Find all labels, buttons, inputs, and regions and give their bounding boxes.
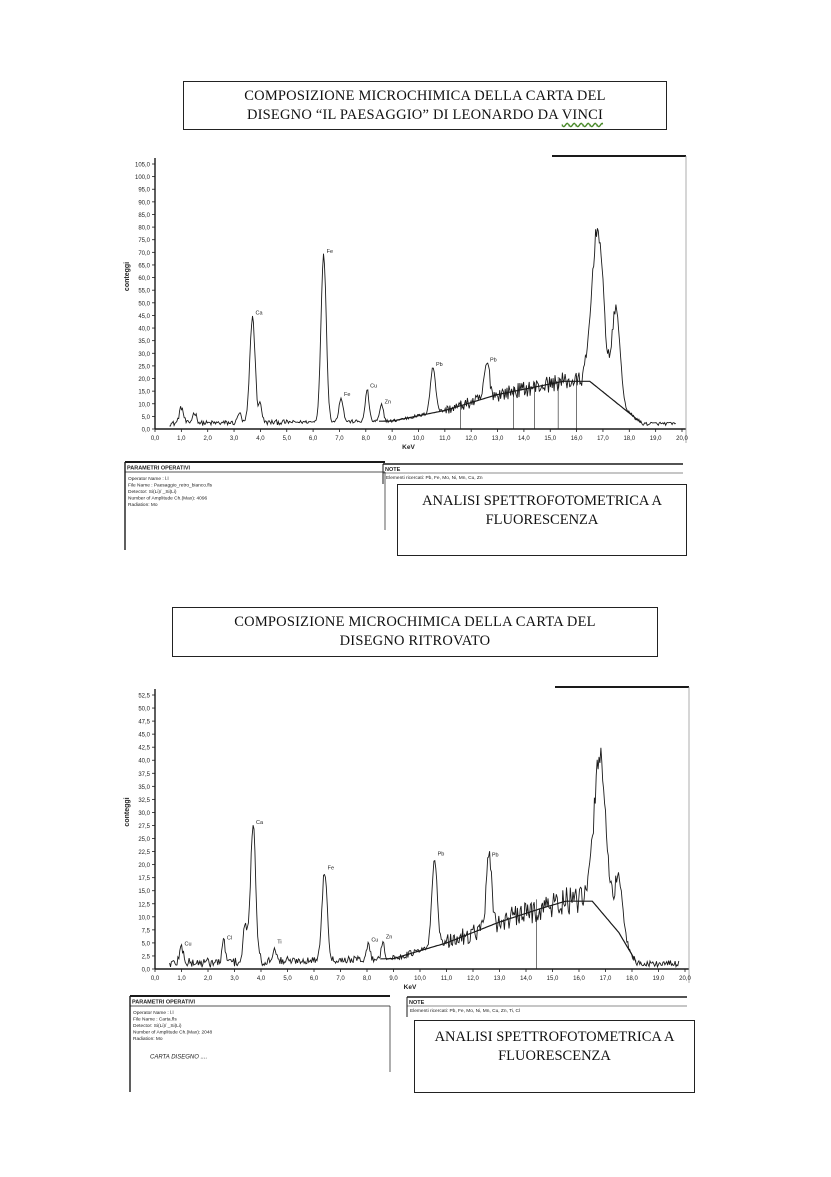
- x-tick-label: 15,0: [546, 976, 559, 982]
- peak-label: Cl: [226, 935, 233, 942]
- param-box-line: Radiation: Mo: [128, 503, 158, 508]
- x-tick-label: 8,0: [362, 976, 372, 982]
- param-box-line: Operator Name : l.l: [133, 1011, 174, 1016]
- y-tick-label: 15,0: [138, 389, 150, 396]
- peak-label: Ca: [255, 310, 263, 317]
- peak-label: Pb: [491, 852, 499, 859]
- peak-label: Pb: [437, 851, 445, 858]
- analysis-line: SPETTROFOTOMETRICA: [483, 493, 649, 509]
- x-tick-label: 14,0: [520, 976, 532, 982]
- y-tick-label: 55,0: [138, 288, 150, 295]
- x-tick-label: 11,0: [439, 436, 451, 442]
- x-tick-label: 12,0: [465, 436, 478, 442]
- x-tick-label: 9,0: [387, 436, 397, 442]
- y-tick-label: 0,0: [141, 967, 150, 974]
- peak-label: Pb: [490, 357, 497, 364]
- analysis-line: A FLUORESCENZA: [498, 1029, 675, 1064]
- y-tick-label: 20,0: [138, 863, 150, 870]
- y-tick-label: 2,5: [141, 954, 150, 961]
- x-tick-label: 12,0: [467, 976, 479, 982]
- title-line: COMPOSIZIONE MICROCHIMICA DELLA CARTA DEL: [234, 614, 596, 630]
- y-tick-label: 10,0: [138, 915, 150, 922]
- analysis-label-1: [397, 484, 687, 556]
- background-curve: [379, 381, 641, 422]
- y-tick-label: 75,0: [138, 238, 150, 245]
- y-tick-label: 27,5: [138, 823, 150, 830]
- y-tick-label: 50,0: [138, 706, 150, 713]
- note-box-line: Elementi ricercati: Pb, Fe, Mo, Ni, Mn, Cu, Zn: [386, 476, 483, 481]
- note-box-line: Elementi ricercati: Pb, Fe, Mo, Ni, Mn, Cu, Zn, Ti, Cl: [410, 1009, 521, 1014]
- param-box-line: Number of Amplitude Ch.(Max): 4096: [128, 496, 208, 502]
- y-tick-label: 70,0: [138, 250, 150, 257]
- chart-title-ritrovato: [172, 607, 658, 657]
- analysis-line: SPETTROFOTOMETRICA: [496, 1029, 662, 1045]
- x-tick-label: 11,0: [440, 976, 453, 982]
- param-box-line: Operator Name : l.l: [128, 477, 169, 482]
- x-tick-label: 19,0: [652, 976, 665, 982]
- title-line-part: DISEGNO “IL PAESAGGIO” DI LEONARDO DA: [246, 107, 562, 123]
- y-tick-label: 30,0: [138, 810, 150, 817]
- y-tick-label: 22,5: [138, 850, 150, 857]
- note-box-heading: NOTE: [409, 1000, 425, 1006]
- x-tick-label: 5,0: [283, 976, 292, 982]
- param-box-line: Radiation: Mo: [133, 1037, 163, 1042]
- x-tick-label: 19,0: [649, 436, 662, 442]
- x-tick-label: 10,0: [414, 976, 426, 982]
- x-tick-label: 7,0: [335, 436, 344, 442]
- y-tick-label: 7,5: [141, 928, 150, 935]
- y-tick-label: 25,0: [138, 837, 150, 844]
- y-tick-label: 45,0: [138, 313, 150, 320]
- x-tick-label: 17,0: [597, 436, 609, 442]
- x-tick-label: 3,0: [229, 436, 239, 442]
- x-tick-label: 13,0: [491, 436, 504, 442]
- param-box-line: File Name : Paesaggio_retro_bianco.fls: [128, 483, 212, 489]
- title-line: [184, 106, 666, 125]
- analysis-line: A FLUORESCENZA: [485, 493, 662, 528]
- x-tick-label: 0,0: [150, 976, 160, 982]
- y-tick-label: 35,0: [138, 339, 150, 346]
- y-tick-label: 95,0: [138, 187, 150, 194]
- y-tick-label: 45,0: [138, 732, 150, 739]
- y-tick-label: 50,0: [138, 301, 150, 308]
- x-axis-label: KeV: [403, 984, 417, 991]
- y-tick-label: 35,0: [138, 784, 150, 791]
- y-tick-label: 100,0: [134, 175, 150, 182]
- x-tick-label: 6,0: [308, 436, 318, 442]
- x-tick-label: 4,0: [256, 976, 266, 982]
- y-tick-label: 30,0: [138, 351, 150, 358]
- y-tick-label: 85,0: [138, 212, 150, 219]
- x-tick-label: 3,0: [230, 976, 239, 982]
- x-tick-label: 16,0: [573, 976, 585, 982]
- x-tick-label: 10,0: [412, 436, 425, 442]
- y-tick-label: 0,0: [141, 427, 150, 434]
- param-box-heading: PARAMETRI OPERATIVI: [127, 465, 191, 472]
- peak-label: Pb: [435, 361, 443, 368]
- y-axis-label: conteggi: [124, 797, 131, 827]
- y-tick-label: 105,0: [134, 162, 150, 169]
- y-tick-label: 47,5: [138, 719, 150, 726]
- param-box-line: Number of Amplitude Ch.(Max): 2048: [133, 1030, 213, 1036]
- y-tick-label: 12,5: [138, 902, 150, 909]
- x-tick-label: 18,0: [626, 976, 638, 982]
- y-tick-label: 10,0: [138, 402, 150, 409]
- x-tick-label: 15,0: [544, 436, 557, 442]
- y-tick-label: 65,0: [138, 263, 150, 270]
- background-curve: [380, 901, 636, 961]
- x-tick-label: 5,0: [282, 436, 291, 442]
- title-line: DISEGNO RITROVATO: [339, 633, 491, 649]
- y-tick-label: 5,0: [141, 941, 150, 948]
- y-tick-label: 32,5: [138, 797, 150, 804]
- peak-label: Cu: [184, 941, 192, 948]
- y-tick-label: 80,0: [138, 225, 150, 232]
- peak-label: Fe: [326, 248, 334, 255]
- y-axis-label: conteggi: [124, 261, 131, 292]
- x-tick-label: 8,0: [361, 436, 370, 442]
- peak-label: Ti: [277, 939, 282, 946]
- x-tick-label: 17,0: [599, 976, 612, 982]
- peak-label: Cu: [371, 937, 379, 944]
- x-axis-label: KeV: [402, 444, 415, 451]
- x-tick-label: 18,0: [623, 436, 636, 442]
- y-tick-label: 40,0: [138, 758, 150, 765]
- x-tick-label: 9,0: [389, 976, 398, 982]
- chart-title-leonardo: [183, 81, 667, 130]
- x-tick-label: 20,0: [679, 976, 691, 982]
- analysis-line: ANALISI: [434, 1029, 493, 1045]
- y-tick-label: 40,0: [138, 326, 150, 333]
- param-box-line: File Name : Carta.fls: [133, 1017, 177, 1023]
- x-tick-label: 14,0: [518, 436, 530, 442]
- analysis-label-2: [414, 1020, 695, 1093]
- y-tick-label: 42,5: [138, 745, 150, 752]
- y-tick-label: 25,0: [138, 364, 150, 371]
- x-tick-label: 13,0: [493, 976, 506, 982]
- title-line: COMPOSIZIONE MICROCHIMICA DELLA CARTA DEL: [244, 88, 606, 104]
- spectrum-line: [170, 748, 679, 968]
- y-tick-label: 52,5: [138, 693, 150, 700]
- param-box-line: CARTA DISEGNO ....: [150, 1054, 208, 1061]
- analysis-line: ANALISI: [422, 493, 481, 509]
- x-tick-label: 2,0: [203, 436, 212, 442]
- param-box-heading: PARAMETRI OPERATIVI: [132, 999, 196, 1006]
- y-tick-label: 37,5: [138, 771, 150, 778]
- x-tick-label: 4,0: [256, 436, 265, 442]
- peak-label: Ca: [256, 819, 264, 826]
- param-box-line: Detector: Si(Li)/ _Si(Li): [133, 1024, 182, 1029]
- param-box-line: Detector: Si(Li)/ _Si(Li): [128, 490, 177, 495]
- x-tick-label: 7,0: [336, 976, 345, 982]
- x-tick-label: 0,0: [150, 436, 160, 442]
- title-vinci-word: VINCI: [561, 107, 604, 123]
- y-tick-label: 17,5: [138, 876, 150, 883]
- x-tick-label: 16,0: [570, 436, 583, 442]
- x-tick-label: 1,0: [177, 436, 186, 442]
- x-tick-label: 20,0: [676, 436, 688, 442]
- y-tick-label: 60,0: [138, 276, 150, 283]
- peak-label: Cu: [370, 383, 378, 390]
- x-tick-label: 6,0: [309, 976, 319, 982]
- note-box-heading: NOTE: [385, 467, 401, 473]
- peak-label: Zn: [384, 399, 392, 406]
- y-tick-label: 15,0: [138, 889, 150, 896]
- y-tick-label: 5,0: [141, 414, 150, 421]
- y-tick-label: 20,0: [138, 377, 150, 384]
- peak-label: Fe: [344, 391, 351, 398]
- spectrum-line: [170, 228, 676, 426]
- x-tick-label: 2,0: [203, 976, 213, 982]
- peak-label: Zn: [385, 934, 393, 941]
- x-tick-label: 1,0: [177, 976, 186, 982]
- y-tick-label: 90,0: [138, 200, 150, 207]
- peak-label: Fe: [327, 865, 335, 872]
